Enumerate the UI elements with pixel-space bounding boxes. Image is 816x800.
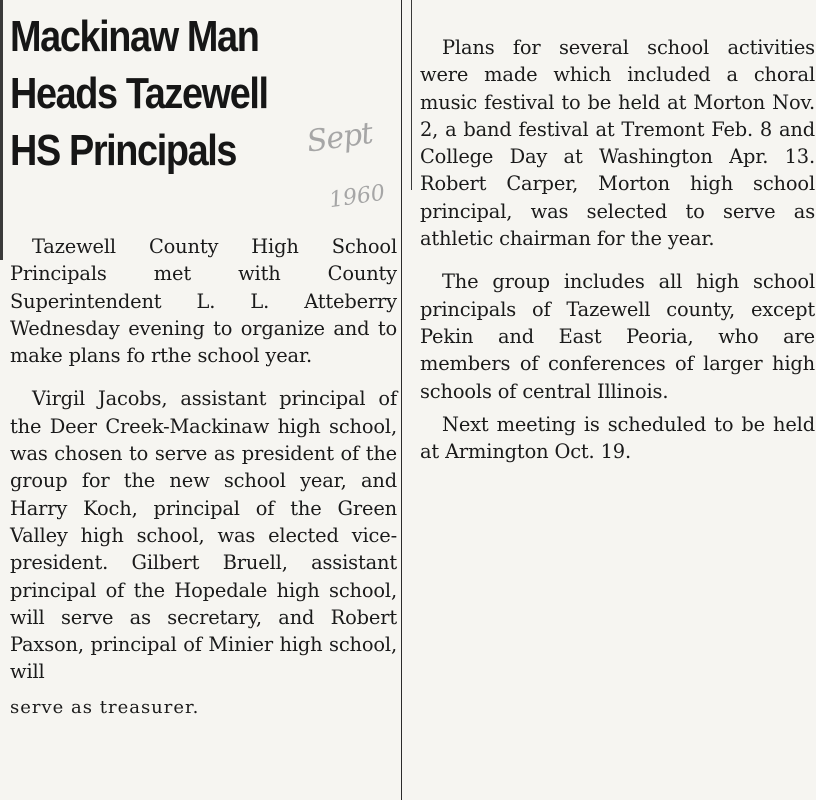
headline-line-3: HS Principals bbox=[10, 126, 237, 175]
right-column bbox=[412, 0, 816, 800]
article-body-left bbox=[10, 233, 397, 721]
left-column bbox=[0, 0, 400, 800]
paragraph-meeting: Tazewell County High School Principals met with County Superintendent L. L. Atteberry Wednesday evening to organize and to make plans fo rthe school year. bbox=[10, 235, 397, 368]
handwritten-date bbox=[305, 114, 416, 215]
paragraph-activities: Plans for several school activities were made which included a choral music festival to be held at Morton Nov. 2, a band festival at Tremont Feb. 8 and College Day at Washington Apr. 13. Robert Carper, Morton high school principal, was selected to serve as athletic chairman for the year. bbox=[420, 36, 815, 251]
handwritten-month: Sept bbox=[304, 115, 375, 160]
handwritten-year: 1960 bbox=[327, 180, 387, 214]
paragraph-membership: The group includes all high school principals of Tazewell county, except Pekin and East Peoria, who are members of conferences of larger high schools of central Illinois. bbox=[420, 270, 815, 403]
article-body-right bbox=[420, 34, 815, 465]
headline bbox=[10, 8, 337, 179]
headline-line-2: Heads Tazewell bbox=[10, 69, 268, 118]
paragraph-next-meeting: Next meeting is scheduled to be held at Armington Oct. 19. bbox=[420, 412, 815, 464]
paragraph-officers: Virgil Jacobs, assistant principal of the Deer Creek-Mackinaw high school, was chosen to serve as president of the group for the new school year, and Harry Koch, principal of the Green Valley high school, was elected vice-president. Gilbert Bruell, assistant principal of the Hopedale high school, will serve as secretary, and Robert Paxson, principal of Minier high school, will bbox=[10, 387, 397, 684]
headline-line-1: Mackinaw Man bbox=[10, 12, 259, 61]
paragraph-tail: serve as treasurer. bbox=[10, 696, 200, 718]
